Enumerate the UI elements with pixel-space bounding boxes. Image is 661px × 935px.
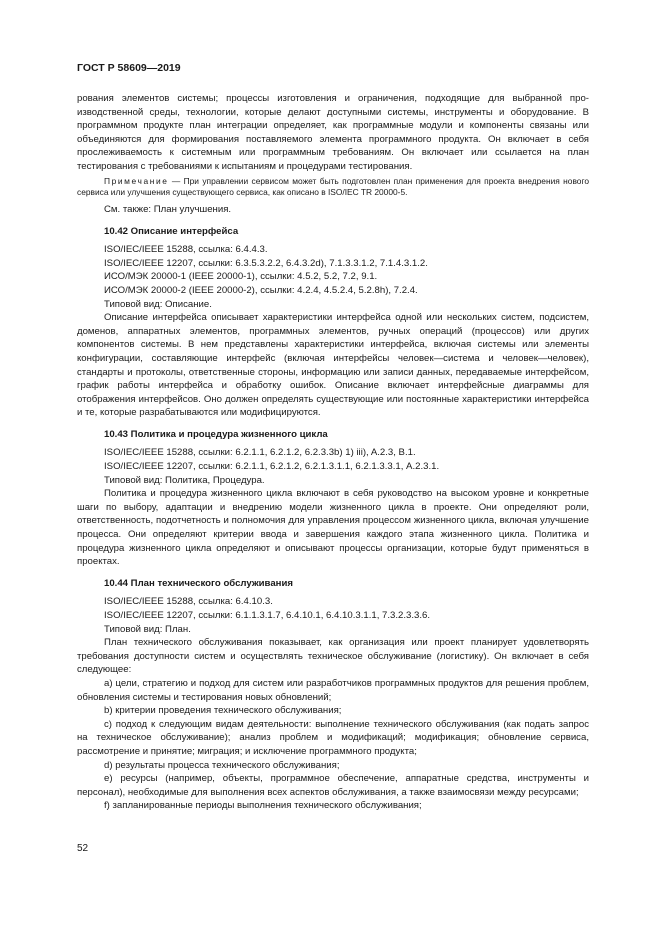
intro-paragraph: рования элементов системы; процессы изготовления и ограничения, подходящие для выбранной производственной среды, технологии, которые делают доступными системы, инструменты и оборудование. В программном продукте план интеграции определяет, как программные модули и компоненты связаны или объединяются для формирования поставляемого элемента программного продукта. Он включает в себя прослеживаемость к системным или программным требованиям. Он включает или ссылается на план тестирования с требованиями к испытаниям и процедурами тестирования. bbox=[77, 93, 589, 172]
see-also: См. также: План улучшения. bbox=[104, 203, 232, 215]
section-body: План технического обслуживания показывает, как организация или проект планирует удовлетворять требования доступности систем и осуществлять техническое обслуживание (логистику). Он включает в себя следующее: bbox=[77, 637, 589, 676]
section-body: Политика и процедура жизненного цикла включают в себя руководство на высоком уровне и конкретные шаги по выбору, адаптации и внедрению модели жизненного цикла в проекте. Они определяют роли, ответственность, подотчетность и полномочия для управления процессом жизненного цикла, включая улучшение процесса. Они определяют критерии ввода и завершения каждого этапа жизненного цикла. Политика и процедура жизненного цикла определяют и описывают процессы организации, которые будут применяться в проектах. bbox=[77, 488, 589, 568]
note-label: Примечание bbox=[104, 175, 169, 186]
list-item: c) подход к следующим видам деятельности: выполнение технического обслуживания (как подать запрос на техническое обслуживание); анализ проблем и модификаций; модификация; обновление сервиса, рассмотрение и принятие; миграция; и исключение программного продукта; bbox=[77, 718, 589, 757]
reference-line: ИСО/МЭК 20000-1 (IEEE 20000-1), ссылки: 4.5.2, 5.2, 7.2, 9.1. bbox=[104, 271, 378, 283]
section-heading-10-42: 10.42 Описание интерфейса bbox=[104, 225, 239, 237]
note-paragraph bbox=[77, 176, 589, 199]
list-item: d) результаты процесса технического обслуживания; bbox=[104, 759, 340, 771]
standard-code-header: ГОСТ Р 58609—2019 bbox=[77, 62, 181, 74]
list-item: f) запланированные периоды выполнения технического обслуживания; bbox=[104, 800, 422, 812]
list-item: b) критерии проведения технического обслуживания; bbox=[104, 705, 342, 717]
reference-line: ISO/IEC/IEEE 15288, ссылка: 6.4.10.3. bbox=[104, 596, 273, 608]
reference-line: ISO/IEC/IEEE 15288, ссылки: 6.2.1.1, 6.2.1.2, 6.2.3.3b) 1) iii), A.2.3, B.1. bbox=[104, 447, 416, 459]
section-body: Описание интерфейса описывает характеристики интерфейса одной или нескольких систем, подсистем, доменов, аппаратных элементов, программных элементов, ручных операций (процессов) или других компонентов системы. В нем представлены характеристики интерфейса, включая системы или элементы конфигурации, составляющие интерфейс (включая интерфейсы человек—система и человек—человек), стандарты и протоколы, ответственные стороны, информацию или записи данных, передаваемые интерфейсом, график работы интерфейса и обработку ошибок. Описание включает интерфейсные диаграммы для отображения интерфейсов. Оно должен определять существующие или постоянные характеристики интерфейса и те, которые разрабатываются или модифицируются. bbox=[77, 312, 589, 419]
page-number: 52 bbox=[77, 843, 89, 854]
reference-line: ISO/IEC/IEEE 12207, ссылки: 6.2.1.1, 6.2.1.2, 6.2.1.3.1.1, 6.2.1.3.3.1, A.2.3.1. bbox=[104, 461, 440, 473]
reference-line: ISO/IEC/IEEE 12207, ссылки: 6.3.5.3.2.2, 6.4.3.2d), 7.1.3.3.1.2, 7.1.4.3.1.2. bbox=[104, 257, 428, 269]
typical-view: Типовой вид: Политика, Процедура. bbox=[104, 474, 265, 486]
list-item: e) ресурсы (например, объекты, программное обеспечение, аппаратные средства, инструменты и персонал), необходимые для выполнения всех аспектов обслуживания, а также взаимосвязи между ресурсами; bbox=[77, 773, 589, 798]
section-heading-10-44: 10.44 План технического обслуживания bbox=[104, 577, 293, 589]
section-heading-10-43: 10.43 Политика и процедура жизненного цикла bbox=[104, 428, 328, 440]
reference-line: ISO/IEC/IEEE 15288, ссылка: 6.4.4.3. bbox=[104, 244, 268, 256]
list-item: a) цели, стратегию и подход для систем или разработчиков программных продуктов для решения проблем, обновления системы и тестирования новых обновлений; bbox=[77, 677, 589, 703]
note-text: — При управлении сервисом может быть подготовлен план применения для проекта внедрения нового сервиса или улучшения существующего сервиса, как описано в ISO/IEC TR 20000-5. bbox=[77, 175, 589, 198]
typical-view: Типовой вид: Описание. bbox=[104, 298, 212, 310]
reference-line: ИСО/МЭК 20000-2 (IEEE 20000-2), ссылки: 4.2.4, 4.5.2.4, 5.2.8h), 7.2.4. bbox=[104, 284, 418, 296]
document-body bbox=[77, 92, 589, 813]
typical-view: Типовой вид: План. bbox=[104, 623, 191, 635]
reference-line: ISO/IEC/IEEE 12207, ссылки: 6.1.1.3.1.7, 6.4.10.1, 6.4.10.3.1.1, 7.3.2.3.3.6. bbox=[104, 610, 431, 621]
